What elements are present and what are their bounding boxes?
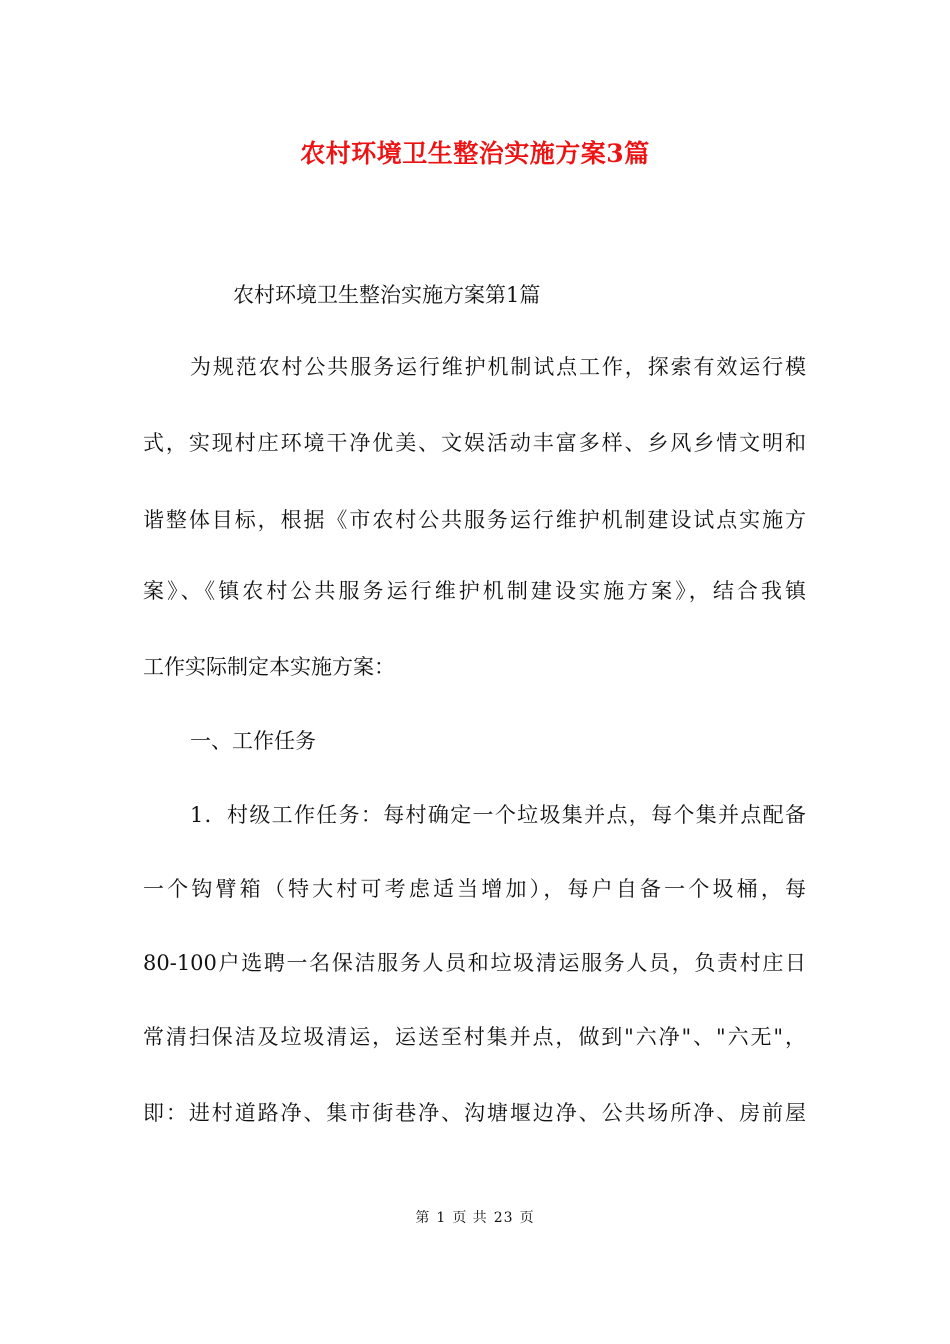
heading-work-tasks: 一、工作任务 bbox=[190, 729, 316, 753]
paragraph-line: 常清扫保洁及垃圾清运，运送至村集并点，做到"六净"、"六无"， bbox=[143, 1025, 806, 1049]
paragraph-line: 工作实际制定本实施方案： bbox=[143, 655, 395, 679]
paragraph-line: 1．村级工作任务：每村确定一个垃圾集并点，每个集并点配备 bbox=[190, 803, 806, 827]
paragraph-line: 即：进村道路净、集市街巷净、沟塘堰边净、公共场所净、房前屋 bbox=[143, 1101, 806, 1125]
footer-current-page: 1 bbox=[436, 1210, 447, 1226]
paragraph-line: 式，实现村庄环境干净优美、文娱活动丰富多样、乡风乡情文明和 bbox=[143, 431, 806, 455]
page-footer bbox=[0, 1208, 950, 1228]
paragraph-line: 一个钩臂箱（特大村可考虑适当增加），每户自备一个圾桶，每 bbox=[143, 877, 806, 901]
paragraph-line: 为规范农村公共服务运行维护机制试点工作，探索有效运行模 bbox=[190, 355, 806, 379]
footer-total-pages: 23 bbox=[493, 1210, 514, 1226]
section-title: 农村环境卫生整治实施方案第1篇 bbox=[233, 283, 541, 307]
footer-suffix: 页 bbox=[519, 1210, 535, 1226]
paragraph-line: 案》、《镇农村公共服务运行维护机制建设实施方案》，结合我镇 bbox=[143, 579, 806, 603]
paragraph-line: 80-100户选聘一名保洁服务人员和垃圾清运服务人员，负责村庄日 bbox=[143, 951, 806, 975]
document-title: 农村环境卫生整治实施方案3篇 bbox=[300, 139, 650, 168]
footer-prefix: 第 bbox=[415, 1210, 431, 1226]
footer-middle: 页 共 bbox=[452, 1210, 488, 1226]
paragraph-line: 谐整体目标，根据《市农村公共服务运行维护机制建设试点实施方 bbox=[143, 508, 806, 532]
